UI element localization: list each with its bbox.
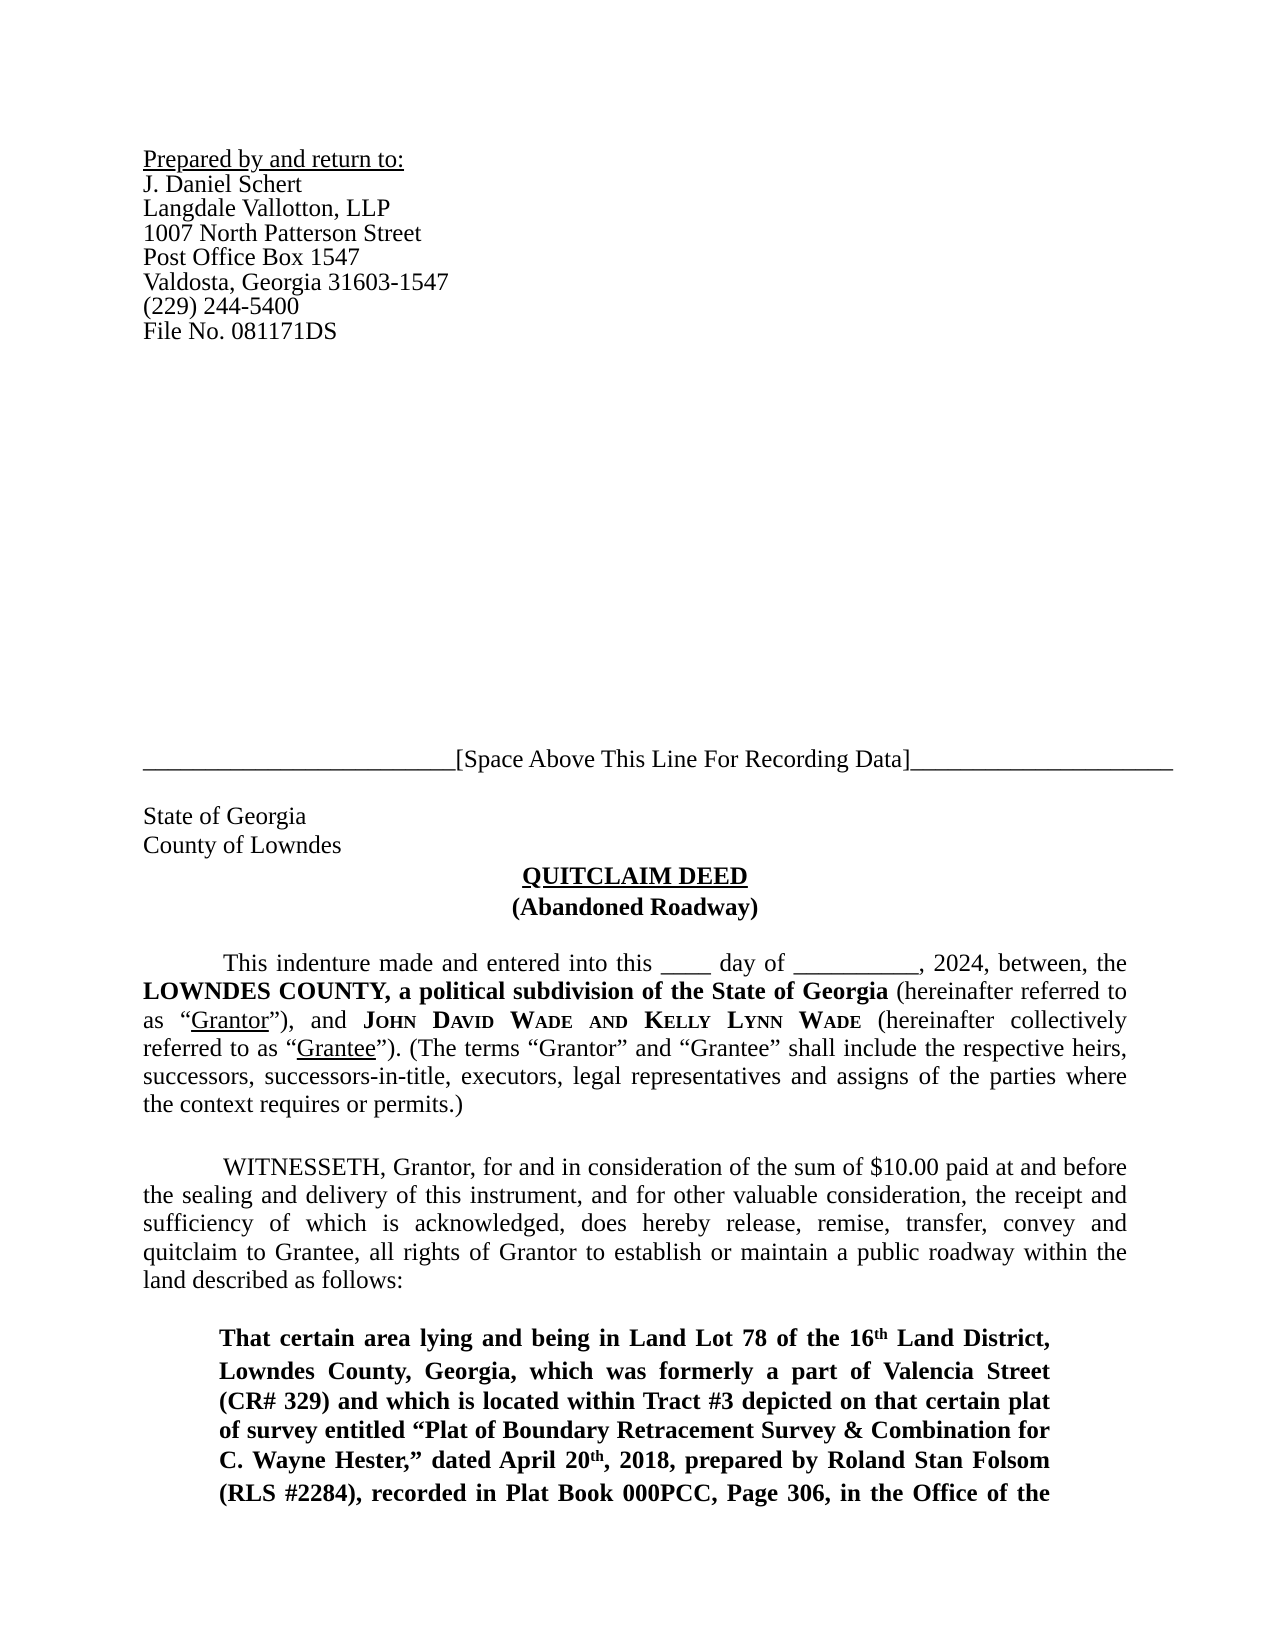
text-segment: successors, successors-in-title, executors, legal representatives and assigns of the parties where	[143, 1063, 1127, 1091]
text-segment: WITNESSETH, Grantor, for and in consideration of the sum of $10.00 paid at and before	[223, 1153, 1127, 1181]
preparer-po-box: Post Office Box 1547	[143, 244, 360, 271]
text-segment: the context requires or permits.)	[143, 1091, 464, 1119]
text-segment: That certain area lying and being in Land Lot 78 of the 16	[219, 1325, 874, 1353]
county-line: County of Lowndes	[143, 832, 342, 859]
text-segment: sufficiency of which is acknowledged, does hereby release, remise, transfer, convey and	[143, 1210, 1127, 1238]
text-segment: This indenture made and entered into this ____ day of __________, 2024, between, the	[223, 950, 1127, 977]
text-segment: Lowndes County, Georgia, which was formerly a part of Valencia Street	[219, 1357, 1050, 1385]
paragraph-line	[143, 1239, 1127, 1267]
text-segment: th	[873, 1326, 888, 1344]
document-body	[143, 950, 1127, 1508]
paragraph-line	[143, 1035, 1127, 1063]
text-segment: Grantee	[296, 1034, 376, 1062]
paragraph-line	[143, 1007, 1127, 1035]
prepared-by-label: Prepared by and return to:	[143, 146, 405, 173]
text-segment: (hereinafter referred to	[888, 978, 1127, 1006]
text-segment: land described as follows:	[143, 1266, 404, 1294]
text-segment: quitclaim to Grantee, all rights of Grantor to establish or maintain a public roadway within the	[143, 1238, 1127, 1266]
text-segment: the sealing and delivery of this instrument, and for other valuable consideration, the receipt and	[143, 1182, 1127, 1210]
text-segment: C. Wayne Hester,” dated April 20	[219, 1447, 591, 1475]
preparer-name: J. Daniel Schert	[143, 170, 302, 198]
text-segment: of survey entitled “Plat of Boundary Retracement Survey & Combination for	[219, 1417, 1050, 1445]
granting-parties-paragraph	[143, 950, 1127, 1120]
prepared-by-heading	[143, 148, 1127, 173]
text-segment: th	[590, 1448, 604, 1466]
preparer-firm: Langdale Vallotton, LLP	[143, 195, 391, 222]
text-segment: , 2018, prepared by Roland Stan Folsom	[603, 1447, 1050, 1475]
paragraph-line	[143, 950, 1127, 978]
paragraph-line	[143, 1154, 1127, 1182]
state-line: State of Georgia	[143, 803, 307, 830]
paragraph-line	[143, 1210, 1127, 1238]
text-segment: LOWNDES COUNTY, a political subdivision of the State of Georgia	[143, 978, 889, 1006]
document-title	[143, 863, 1127, 891]
paragraph-line	[219, 1446, 1050, 1479]
paragraph-line	[143, 1182, 1127, 1210]
prepared-by-block	[143, 148, 1127, 344]
text-segment: (CR# 329) and which is located within Tract #3 depicted on that certain plat	[219, 1387, 1050, 1415]
paragraph-line	[143, 978, 1127, 1006]
paragraph-line	[219, 1479, 1050, 1509]
paragraph-line	[219, 1324, 1050, 1357]
paragraph-line	[143, 1091, 1127, 1119]
property-description-paragraph	[219, 1324, 1050, 1508]
paragraph-line	[143, 1267, 1127, 1295]
file-number: File No. 081171DS	[143, 317, 338, 345]
text-segment: as “	[143, 1006, 192, 1034]
document-content	[0, 148, 1275, 1650]
paragraph-line	[219, 1387, 1050, 1417]
recording-right-blank: _____________________	[910, 746, 1173, 773]
preparer-phone: (229) 244-5400	[143, 293, 300, 320]
text-segment: Land District,	[887, 1325, 1051, 1353]
witnesseth-paragraph	[143, 1154, 1127, 1295]
text-segment: referred to as “	[143, 1034, 297, 1062]
recording-data-line	[143, 746, 1173, 774]
text-segment: ”). (The terms “Grantor” and “Grantee” shall include the respective heirs,	[375, 1034, 1127, 1062]
text-segment: John David Wade and Kelly Lynn Wade	[362, 1006, 862, 1034]
recording-left-blank: _________________________	[143, 746, 456, 773]
preparer-city-state-zip: Valdosta, Georgia 31603-1547	[143, 268, 449, 296]
document-subtitle: (Abandoned Roadway)	[511, 894, 759, 921]
paragraph-line	[143, 1063, 1127, 1091]
jurisdiction-block	[143, 802, 1127, 860]
text-segment: (RLS #2284), recorded in Plat Book 000PCC, Page 306, in the Office of the	[219, 1479, 1050, 1507]
document-title-text: QUITCLAIM DEED	[522, 863, 748, 890]
recording-label: [Space Above This Line For Recording Data]	[455, 746, 911, 773]
text-segment: ”), and	[268, 1006, 363, 1034]
preparer-street: 1007 North Patterson Street	[143, 219, 422, 247]
text-segment: (hereinafter collectively	[861, 1006, 1127, 1034]
paragraph-line	[219, 1416, 1050, 1446]
text-segment: Grantor	[191, 1006, 269, 1034]
paragraph-line	[219, 1357, 1050, 1387]
